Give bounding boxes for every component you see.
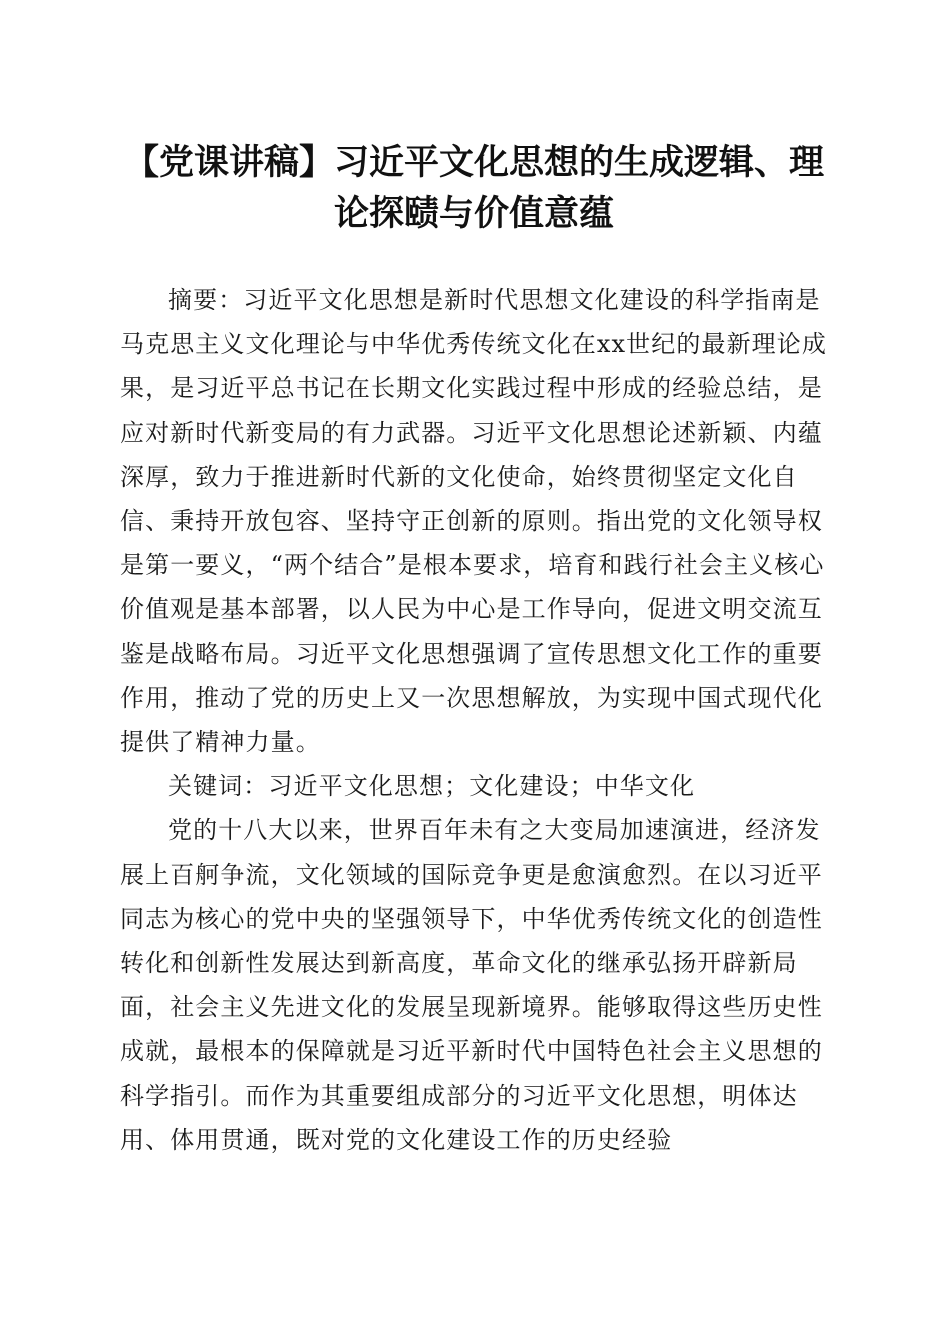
document-title-line-1: 【党课讲稿】习近平文化思想的生成逻辑、理 xyxy=(123,143,824,183)
body-paragraph: 党的十八大以来，世界百年未有之大变局加速演进，经济发展上百舸争流，文化领域的国际竞争更是愈演愈烈。在以习近平同志为核心的党中央的坚强领导下，中华优秀传统文化的创造性转化和创新性发展达到新高度，革命文化的继承弘扬开辟新局面，社会主义先进文化的发展呈现新境界。能够取得这些历史性成就，最根本的保障就是习近平新时代中国特色社会主义思想的科学指引。而作为其重要组成部分的习近平文化思想，明体达用、体用贯通，既对党的文化建设工作的历史经验 xyxy=(120,816,823,1154)
document-title-line-2: 论探赜与价值意蕴 xyxy=(333,194,614,234)
abstract-paragraph: 摘要：习近平文化思想是新时代思想文化建设的科学指南是马克思主义文化理论与中华优秀传统文化在xx世纪的最新理论成果，是习近平总书记在长期文化实践过程中形成的经验总结，是应对新时代新变局的有力武器。习近平文化思想论述新颖、内蕴深厚，致力于推进新时代新的文化使命，始终贯彻坚定文化自信、秉持开放包容、坚持守正创新的原则。指出党的文化领导权是第一要义，“两个结合”是根本要求，培育和践行社会主义核心价值观是基本部署，以人民为中心是工作导向，促进文明交流互鉴是战略布局。习近平文化思想强调了宣传思想文化工作的重要作用，推动了党的历史上又一次思想解放，为实现中国式现代化提供了精神力量。 xyxy=(120,286,827,757)
document-body xyxy=(120,278,832,1162)
document-title xyxy=(118,138,830,240)
keywords-paragraph: 关键词：习近平文化思想；文化建设；中华文化 xyxy=(168,772,696,801)
